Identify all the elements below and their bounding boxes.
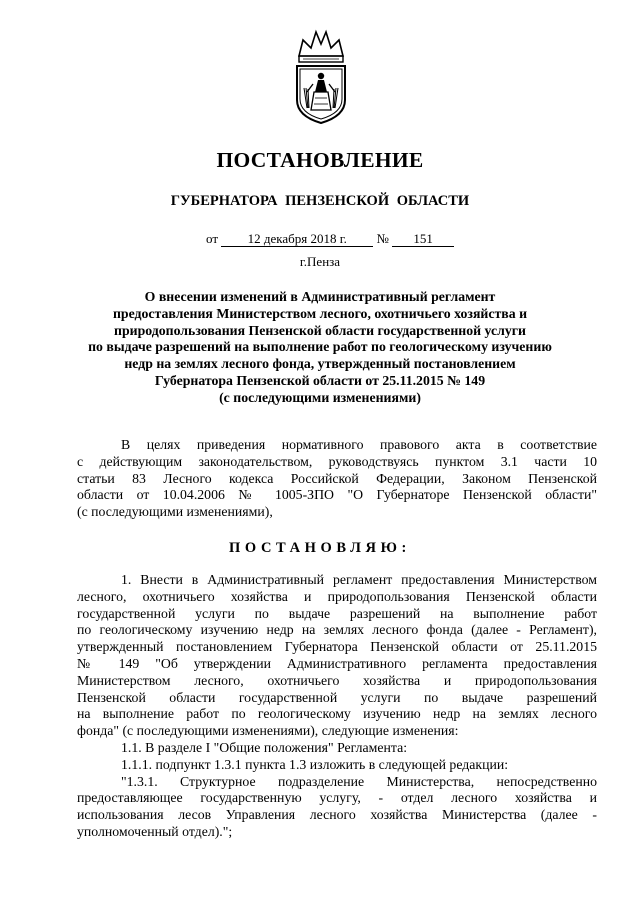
document-type-title: ПОСТАНОВЛЕНИЕ bbox=[216, 148, 424, 172]
body-line: предоставляющее государственную услугу, - отдел лесного хозяйства и bbox=[77, 790, 597, 806]
document-heading bbox=[40, 289, 600, 407]
body-line: 1.1.1. подпункт 1.3.1 пункта 1.3 изложить в следующей редакции: bbox=[121, 756, 509, 772]
preamble-paragraph bbox=[77, 437, 597, 521]
body-line: Пензенской области государственной услуги по выдаче разрешений bbox=[77, 689, 597, 705]
body-line: уполномоченный отдел)."; bbox=[77, 823, 233, 839]
body-line: "1.3.1. Структурное подразделение Министерства, непосредственно bbox=[121, 773, 597, 789]
heading-line: О внесении изменений в Административный регламент bbox=[144, 289, 496, 304]
date-prefix: от bbox=[206, 231, 219, 246]
body-line: государственной услуги по выдаче разрешений на выполнение работ bbox=[77, 605, 597, 621]
heading-line: по выдаче разрешений на выполнение работ по геологическому изучению bbox=[88, 339, 552, 355]
number-prefix: № bbox=[376, 231, 389, 246]
heading-line: Губернатора Пензенской области от 25.11.2015 № 149 bbox=[154, 372, 486, 388]
body-line: № 149 "Об утверждении Административного регламента предоставления bbox=[77, 655, 597, 671]
preamble-line: (с последующими изменениями), bbox=[77, 504, 273, 520]
body-line: использования лесов Управления лесного хозяйства Министерства (далее - bbox=[77, 807, 597, 823]
penza-coat-of-arms-icon bbox=[289, 26, 353, 126]
heading-line: природопользования Пензенской области государственной услуги bbox=[114, 322, 526, 338]
body-line: лесного, охотничьего хозяйства и природопользования Пензенской области bbox=[77, 588, 597, 604]
date-number-line bbox=[206, 231, 454, 247]
body-line: на выполнение работ по геологическому изучению недр на землях лесного bbox=[77, 706, 597, 722]
document-number: 151 bbox=[392, 232, 454, 247]
document-date: 12 декабря 2018 г. bbox=[221, 232, 373, 247]
decree-word: ПОСТАНОВЛЯЮ: bbox=[229, 540, 411, 556]
body-line: утвержденный постановлением Губернатора Пензенской области от 25.11.2015 bbox=[77, 639, 597, 655]
issuer-title: ГУБЕРНАТОРА ПЕНЗЕНСКОЙ ОБЛАСТИ bbox=[170, 193, 470, 209]
heading-line: предоставления Министерством лесного, охотничьего хозяйства и bbox=[112, 305, 528, 321]
body-line: фонда" (с последующими изменениями), следующие изменения: bbox=[77, 723, 459, 739]
preamble-line: статьи 83 Лесного кодекса Российской Федерации, Законом Пензенской bbox=[77, 470, 597, 486]
body-line: 1. Внести в Административный регламент предоставления Министерством bbox=[121, 572, 597, 587]
body-line: 1.1. В разделе I "Общие положения" Регламента: bbox=[121, 739, 408, 755]
preamble-line: В целях приведения нормативного правового акта в соответствие bbox=[121, 437, 597, 452]
heading-line: (с последующими изменениями) bbox=[219, 389, 421, 405]
preamble-line: области от 10.04.2006 № 1005-ЗПО "О Губернаторе Пензенской области" bbox=[77, 487, 597, 503]
heading-line: недр на землях лесного фонда, утвержденный постановлением bbox=[124, 356, 516, 372]
body-line: Министерством лесного, охотничьего хозяйства и природопользования bbox=[77, 672, 597, 688]
city-name: г.Пенза bbox=[299, 254, 341, 269]
preamble-line: с действующим законодательством, руководствуясь пунктом 3.1 части 10 bbox=[77, 453, 597, 469]
body-line: по геологическому изучению недр на землях лесного фонда (далее - Регламент), bbox=[77, 622, 597, 638]
decree-body bbox=[77, 572, 597, 841]
